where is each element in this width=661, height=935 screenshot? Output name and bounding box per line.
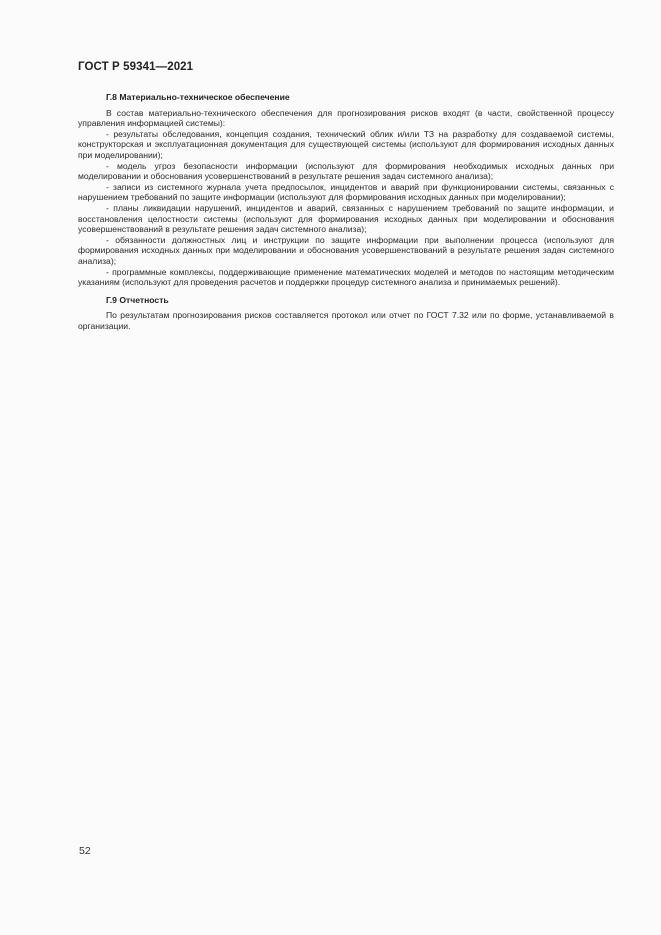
list-item: - записи из системного журнала учета предпосылок, инцидентов и аварий при функционировании системы, связанных с нарушением требований по защите информации (используют для формирования исходных данных при моделировании); <box>78 181 614 203</box>
section-title: Г.9 Отчетность <box>106 294 169 305</box>
list-item: - результаты обследования, концепция создания, технический облик и/или ТЗ на разработку для создаваемой системы, конструкторская и эксплуатационная документация для существующей системы (используют для формирования исходных данных при моделировании); <box>78 128 614 160</box>
list-item: - программные комплексы, поддерживающие применение математических моделей и методов по настоящим методическим указаниям (используют для проведения расчетов и поддержки процедур системного анализа и принимаемых решений). <box>78 266 614 288</box>
section-g8 <box>78 92 614 288</box>
list-item: - обязанности должностных лиц и инструкции по защите информации при выполнении процесса (используют для формирования исходных данных при моделировании и обоснования усовершенствований в результате решения задач системного анализа); <box>78 234 614 266</box>
paragraph: По результатам прогнозирования рисков составляется протокол или отчет по ГОСТ 7.32 или по форме, устанавливаемой в организации. <box>78 310 614 331</box>
document-body <box>78 92 614 331</box>
document-code-header: ГОСТ Р 59341—2021 <box>78 61 194 73</box>
paragraph: В состав материально-технического обеспечения для прогнозирования рисков входят (в части, свойственной процессу управления информацией системы): <box>78 107 614 129</box>
section-spacer <box>78 288 614 295</box>
section-title: Г.8 Материально-техническое обеспечение <box>106 92 290 102</box>
page-number: 52 <box>79 845 91 857</box>
list-item: - модель угроз безопасности информации (используют для формирования необходимых исходных данных при моделировании и обоснования усовершенствований в результате решения задач системного анализа); <box>78 160 614 182</box>
list-item: - планы ликвидации нарушений, инцидентов и аварий, связанных с нарушением требований по защите информации, и восстановления целостности системы (используют для формирования исходных данных при моделировании и обоснования усовершенствований в результате решения задач системного анализа); <box>78 202 614 235</box>
section-g9 <box>78 295 614 332</box>
